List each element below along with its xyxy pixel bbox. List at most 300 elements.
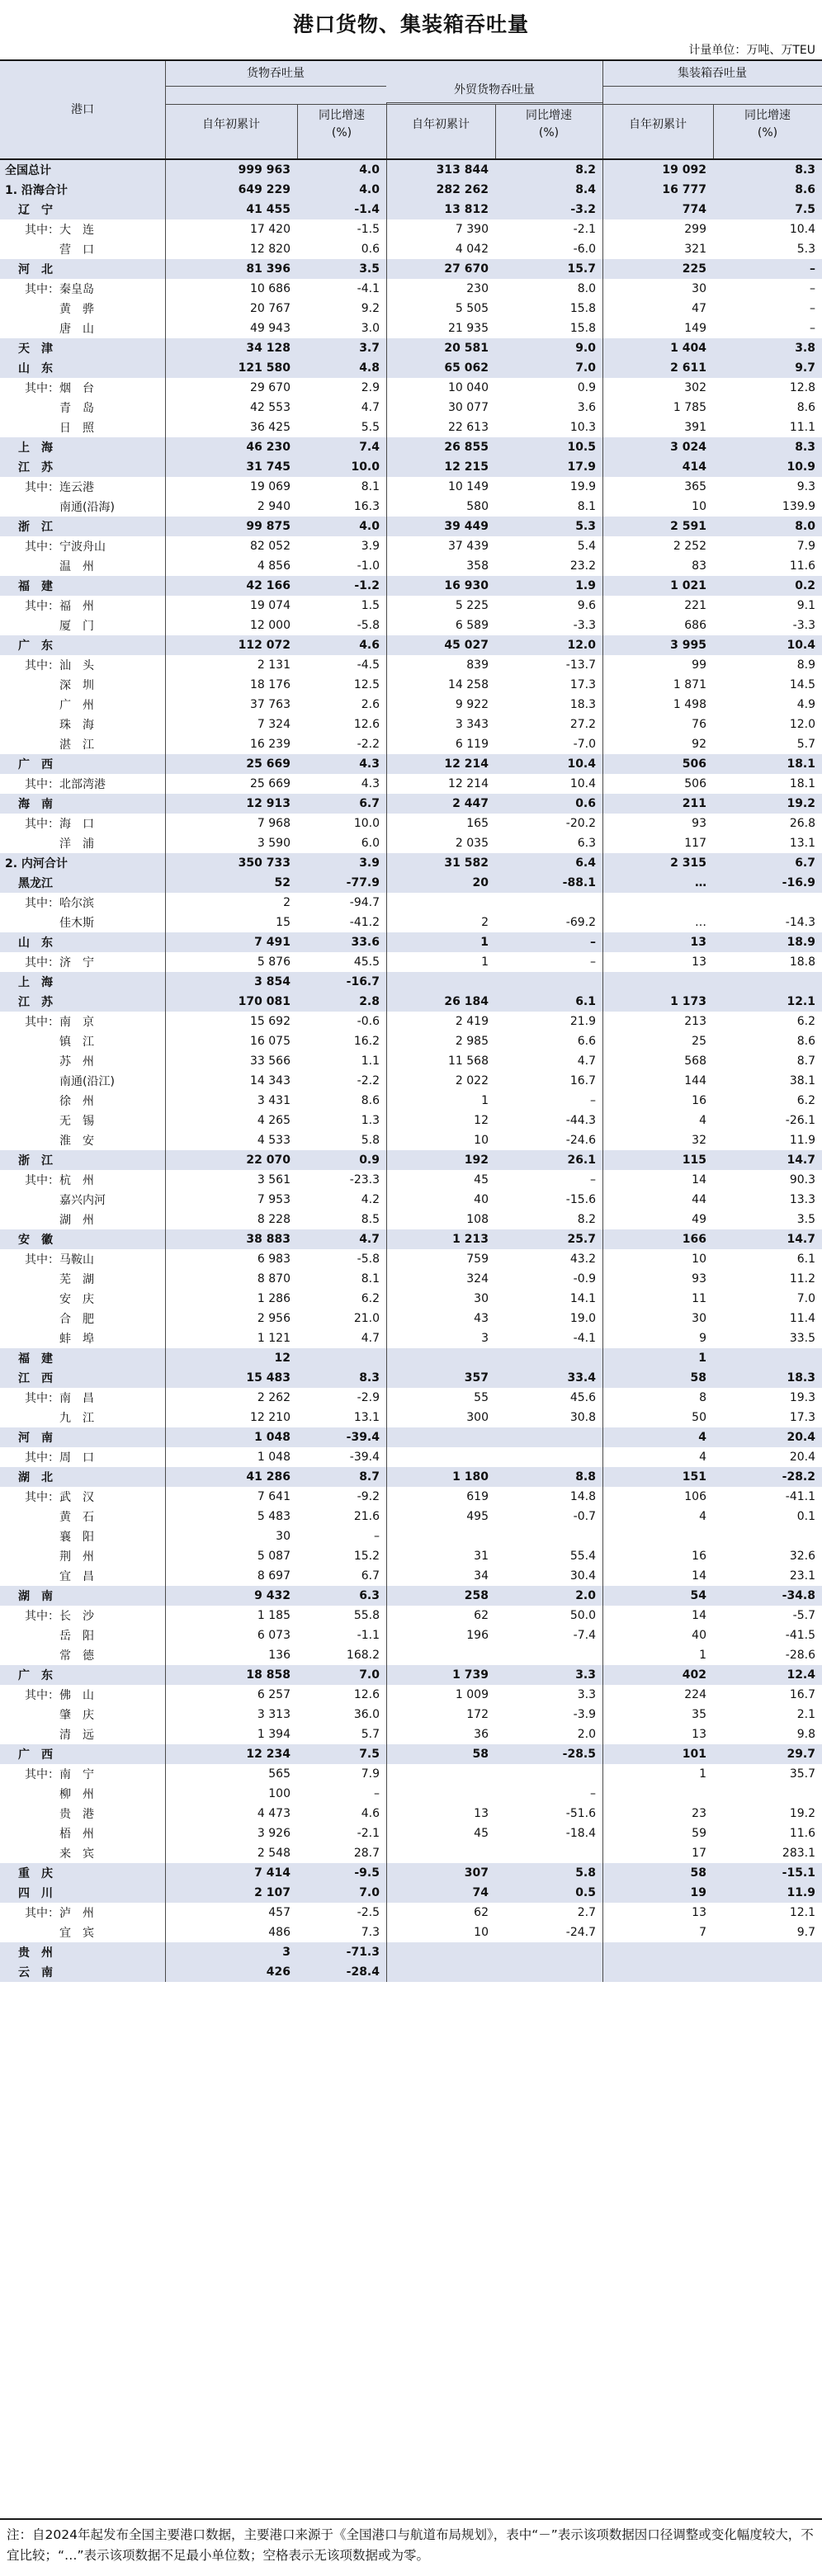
row-port-name: 山 东 [18,937,53,950]
cell-cargo-yoy: 15.2 [353,1550,380,1563]
cell-container-yoy: -41.5 [785,1629,815,1642]
row-port-name: 淮 安 [25,1135,94,1148]
table-row [0,1526,822,1546]
cell-cargo-ytd: 565 [268,1767,291,1781]
cell-container-yoy: 11.6 [789,559,815,573]
cell-cargo-ytd: 3 [282,1946,291,1959]
table-row [0,1269,822,1289]
cell-container-yoy: 17.3 [789,1411,815,1424]
cell-foreign-yoy: -2.1 [573,223,596,236]
footnote: 注：自2024年起发布全国主要港口数据，主要港口来源于《全国港口与航道布局规划》，表中“－”表示该项数据因口径调整或变化幅度较大，不宜比较；“…”表示该项数据不足最小单位数；空格表示无该项数据或为零。 [0,2518,822,2566]
cell-foreign-yoy: -51.6 [565,1807,596,1820]
cell-cargo-yoy: 6.7 [361,1569,380,1583]
cell-container-yoy: 9.3 [796,480,815,493]
row-port-name: 其中：泸 州 [25,1907,94,1920]
table-row [0,1724,822,1744]
row-port-name: 广 西 [18,1748,53,1762]
cell-container-ytd: 99 [692,658,706,672]
row-port-name: 南通(沿江) [25,1075,115,1088]
cell-cargo-yoy: -4.5 [357,658,380,672]
table-row [0,299,822,318]
table-row [0,1210,822,1229]
cell-foreign-yoy: 3.3 [575,1668,596,1682]
cell-foreign-ytd: 31 582 [444,856,489,870]
cell-foreign-ytd: 839 [466,658,489,672]
cell-foreign-ytd: 36 [474,1728,489,1741]
cell-foreign-yoy: 45.6 [569,1391,596,1404]
cell-cargo-ytd: 1 394 [257,1728,291,1741]
cell-cargo-ytd: 7 953 [257,1193,291,1206]
row-port-name: 其中：福 州 [25,600,94,613]
cell-container-ytd: 92 [692,738,706,751]
cell-foreign-yoy: 15.7 [567,262,596,276]
cell-cargo-ytd: 82 052 [250,540,291,553]
cell-cargo-ytd: 42 166 [246,579,291,592]
cell-foreign-ytd: 357 [464,1371,489,1385]
cell-container-yoy: 18.9 [787,936,815,949]
row-port-name: 合 肥 [25,1313,94,1326]
cell-container-ytd: 19 [690,1886,706,1899]
cell-cargo-yoy: 55.8 [353,1609,380,1622]
table-row [0,992,822,1012]
table-row [0,853,822,873]
cell-foreign-ytd: 1 180 [452,1470,489,1484]
cell-foreign-ytd: 2 [481,916,489,929]
cell-foreign-yoy: 1.9 [575,579,596,592]
cell-container-ytd: 299 [684,223,706,236]
cell-container-yoy: 4.9 [796,698,815,711]
cell-container-ytd: 2 315 [670,856,706,870]
cell-cargo-ytd: 38 883 [246,1233,291,1246]
cell-container-ytd: 13 [692,1906,706,1919]
table-row [0,932,822,952]
row-port-name: 其中：南 京 [25,1016,94,1029]
cell-foreign-yoy: -0.7 [573,1510,596,1523]
table-row [0,239,822,259]
cell-foreign-ytd: 62 [474,1906,489,1919]
cell-cargo-yoy: 6.3 [359,1589,380,1602]
cell-container-ytd: 225 [682,262,706,276]
cell-foreign-yoy: 8.8 [575,1470,596,1484]
cell-foreign-ytd: 2 419 [455,1015,489,1028]
table-row [0,952,822,972]
cell-container-yoy: 12.1 [787,995,815,1008]
cell-foreign-yoy: 14.8 [569,1490,596,1503]
cell-foreign-yoy: 5.3 [575,520,596,533]
cell-cargo-yoy: 8.7 [359,1470,380,1484]
row-port-name: 其中：宁波舟山 [25,540,106,554]
row-port-name: 深 圳 [25,679,94,692]
cell-container-ytd: 1 [698,1352,706,1365]
cell-cargo-ytd: 15 483 [246,1371,291,1385]
cell-cargo-ytd: 6 257 [257,1688,291,1701]
cell-foreign-yoy: – [590,936,596,949]
cell-foreign-yoy: 3.6 [577,401,596,414]
row-port-name: 贵 州 [18,1946,53,1960]
cell-cargo-yoy: 4.7 [359,1233,380,1246]
cell-foreign-ytd: 2 035 [455,837,489,850]
cell-foreign-yoy: 17.9 [567,460,596,474]
cell-foreign-yoy: -24.7 [565,1926,596,1939]
cell-cargo-yoy: 4.0 [359,183,380,196]
table-row [0,1487,822,1507]
cell-foreign-ytd: 2 985 [455,1035,489,1048]
cell-cargo-ytd: 22 070 [246,1154,291,1167]
header-container-yoy: 同比增速(%) [744,109,791,139]
row-port-name: 其中：秦皇岛 [25,283,94,296]
cell-container-ytd: 2 591 [670,520,706,533]
cell-foreign-yoy: -3.2 [570,203,596,216]
cell-container-yoy: 11.9 [787,1886,815,1899]
table-row [0,437,822,457]
cell-container-yoy: 11.1 [789,421,815,434]
cell-foreign-yoy: 33.4 [567,1371,596,1385]
cell-container-ytd: 14 [692,1569,706,1583]
table-row [0,1507,822,1526]
cell-container-ytd: 11 [692,1292,706,1305]
cell-cargo-ytd: 12 210 [250,1411,291,1424]
row-port-name: 其中：哈尔滨 [25,897,94,910]
cell-container-yoy: 19.3 [789,1391,815,1404]
cell-foreign-ytd: 5 505 [455,302,489,315]
cell-container-ytd: 365 [684,480,706,493]
cell-container-ytd: 1 871 [673,678,706,691]
table-row [0,457,822,477]
table-row [0,1784,822,1804]
cell-cargo-yoy: 6.7 [359,797,380,810]
cell-foreign-yoy: 6.3 [577,837,596,850]
table-row [0,833,822,853]
row-port-name: 山 东 [18,362,53,375]
table-row [0,200,822,219]
cell-container-yoy: 10.4 [787,639,815,652]
cell-container-ytd: 9 [699,1332,706,1345]
cell-container-ytd: 3 995 [670,639,706,652]
cell-cargo-ytd: 8 870 [257,1272,291,1286]
cell-foreign-ytd: 65 062 [444,361,489,375]
cell-foreign-ytd: 313 844 [436,163,489,177]
cell-foreign-ytd: 14 258 [448,678,489,691]
cell-container-ytd: 13 [692,1728,706,1741]
row-port-name: 海 南 [18,798,53,811]
row-port-name: 广 东 [18,639,53,653]
cell-cargo-yoy: -4.1 [357,282,380,295]
cell-foreign-yoy: -3.3 [573,619,596,632]
cell-foreign-yoy: -69.2 [565,916,596,929]
row-port-name: 其中：大 连 [25,224,94,237]
table-row [0,1249,822,1269]
cell-container-yoy: 18.1 [787,757,815,771]
row-port-name: 辽 宁 [18,204,53,217]
cell-container-yoy: 0.2 [795,579,815,592]
row-port-name: 芜 湖 [25,1273,94,1286]
cell-container-yoy: 11.2 [789,1272,815,1286]
cell-foreign-ytd: 1 [480,936,489,949]
cell-container-ytd: 4 [699,1114,706,1127]
cell-foreign-ytd: 580 [466,500,489,513]
table-row [0,635,822,655]
cell-container-yoy: -16.9 [782,876,815,889]
cell-container-yoy: 19.2 [789,1807,815,1820]
cell-cargo-yoy: 1.5 [361,599,380,612]
cell-foreign-yoy: 10.3 [569,421,596,434]
cell-cargo-yoy: -1.1 [357,1629,380,1642]
cell-container-yoy: – [810,262,815,276]
cell-container-yoy: 8.6 [796,1035,815,1048]
cell-foreign-yoy: 12.0 [567,639,596,652]
row-port-name: 其中：长 沙 [25,1610,94,1623]
row-port-name: 宜 昌 [25,1570,94,1583]
cell-foreign-yoy: 8.0 [577,282,596,295]
cell-foreign-yoy: 18.3 [569,698,596,711]
cell-foreign-yoy: 25.7 [567,1233,596,1246]
cell-cargo-ytd: 3 590 [257,837,291,850]
cell-cargo-ytd: 1 048 [257,1451,291,1464]
cell-foreign-yoy: 6.4 [575,856,596,870]
cell-cargo-yoy: 1.1 [361,1054,380,1068]
table-row [0,160,822,180]
cell-container-yoy: – [810,302,815,315]
cell-foreign-yoy: -4.1 [573,1332,596,1345]
cell-container-yoy: 9.7 [795,361,815,375]
cell-cargo-ytd: 3 926 [257,1827,291,1840]
cell-foreign-yoy: 19.0 [569,1312,596,1325]
table-row [0,1447,822,1467]
table-body [0,160,822,1982]
cell-foreign-ytd: 358 [466,559,489,573]
cell-foreign-ytd: 30 077 [448,401,489,414]
cell-container-ytd: 774 [682,203,706,216]
cell-foreign-yoy: – [590,1787,596,1800]
cell-container-yoy: 8.9 [796,658,815,672]
table-row [0,675,822,695]
cell-container-ytd: 16 777 [662,183,706,196]
cell-container-yoy: 8.6 [795,183,815,196]
cell-cargo-ytd: 19 074 [250,599,291,612]
cell-cargo-ytd: 7 491 [254,936,291,949]
cell-cargo-ytd: 5 876 [257,955,291,969]
cell-foreign-ytd: 324 [466,1272,489,1286]
table-row [0,1091,822,1111]
cell-cargo-yoy: -2.9 [357,1391,380,1404]
cell-cargo-yoy: 3.0 [361,322,380,335]
cell-foreign-yoy: 0.5 [575,1886,596,1899]
cell-container-ytd: 93 [692,817,706,830]
cell-foreign-ytd: 27 670 [444,262,489,276]
table-row [0,655,822,675]
cell-foreign-yoy: 15.8 [569,302,596,315]
cell-foreign-yoy: -3.9 [573,1708,596,1721]
cell-container-ytd: 16 [692,1550,706,1563]
cell-cargo-ytd: 36 425 [250,421,291,434]
row-port-name: 九 江 [25,1412,94,1425]
cell-container-ytd: 221 [684,599,706,612]
cell-container-yoy: 26.8 [789,817,815,830]
cell-cargo-ytd: 6 983 [257,1253,291,1266]
table-row [0,1625,822,1645]
cell-foreign-yoy: 26.1 [567,1154,596,1167]
cell-cargo-yoy: 12.6 [353,718,380,731]
unit-label: 计量单位：万吨、万TEU [688,44,815,57]
cell-container-ytd: 58 [690,1866,706,1880]
cell-cargo-yoy: -2.2 [357,738,380,751]
header-cargo-ytd: 自年初累计 [202,117,260,131]
cell-foreign-ytd: 165 [466,817,489,830]
cell-foreign-yoy: 21.9 [569,1015,596,1028]
cell-cargo-yoy: 3.9 [361,540,380,553]
cell-cargo-ytd: 7 414 [254,1866,291,1880]
cell-container-ytd: 224 [684,1688,706,1701]
cell-cargo-ytd: 12 820 [250,243,291,256]
row-port-name: 日 照 [25,422,94,435]
cell-cargo-yoy: 4.2 [361,1193,380,1206]
cell-cargo-ytd: 3 854 [254,975,291,988]
table-row [0,1606,822,1625]
cell-container-yoy: 5.3 [796,243,815,256]
cell-cargo-ytd: 49 943 [250,322,291,335]
cell-container-ytd: 402 [682,1668,706,1682]
cell-cargo-ytd: 7 324 [257,718,291,731]
table-row [0,556,822,576]
cell-cargo-ytd: 1 048 [254,1431,291,1444]
cell-container-yoy: 19.2 [787,797,815,810]
cell-container-yoy: -14.3 [785,916,815,929]
cell-container-ytd: 93 [692,1272,706,1286]
cell-container-ytd: 1 785 [673,401,706,414]
cell-cargo-ytd: 46 230 [246,441,291,454]
header-foreign-group: 外贸货物吞吐量 [454,83,535,97]
cell-container-ytd: 10 [692,500,706,513]
cell-foreign-yoy: 7.0 [575,361,596,375]
table-row [0,715,822,734]
row-port-name: 四 川 [18,1887,53,1900]
table-row [0,1744,822,1764]
cell-foreign-ytd: 39 449 [444,520,489,533]
row-port-name: 其中：烟 台 [25,382,94,395]
cell-container-yoy: 7.9 [796,540,815,553]
cell-foreign-yoy: 4.7 [577,1054,596,1068]
cell-container-yoy: -34.8 [782,1589,815,1602]
cell-container-yoy: 38.1 [789,1074,815,1087]
row-port-name: 福 建 [18,580,53,593]
row-port-name: 无 锡 [25,1115,94,1128]
table-row [0,1546,822,1566]
table-row [0,972,822,992]
cell-foreign-yoy: -13.7 [565,658,596,672]
cell-container-ytd: 7 [699,1926,706,1939]
cell-cargo-ytd: 16 239 [250,738,291,751]
cell-cargo-ytd: 18 176 [250,678,291,691]
cell-foreign-ytd: 43 [474,1312,489,1325]
table-row [0,1051,822,1071]
cell-foreign-ytd: 13 [474,1807,489,1820]
cell-container-yoy: 3.8 [795,342,815,355]
cell-container-yoy: 8.3 [795,441,815,454]
cell-foreign-ytd: 21 935 [448,322,489,335]
cell-container-ytd: 25 [692,1035,706,1048]
cell-foreign-yoy: 9.0 [575,342,596,355]
cell-foreign-ytd: 10 149 [448,480,489,493]
table-row [0,1566,822,1586]
row-port-name: 其中：佛 山 [25,1689,94,1702]
cell-cargo-ytd: 15 692 [250,1015,291,1028]
cell-cargo-yoy: 0.9 [359,1154,380,1167]
row-port-name: 嘉兴内河 [25,1194,106,1207]
cell-foreign-ytd: 58 [472,1748,489,1761]
cell-cargo-yoy: 9.2 [361,302,380,315]
table-row [0,754,822,774]
row-port-name: 梧 州 [25,1828,94,1841]
cell-cargo-yoy: 7.0 [359,1886,380,1899]
cell-container-yoy: 18.8 [789,955,815,969]
cell-cargo-ytd: 2 262 [257,1391,291,1404]
cell-container-ytd: 506 [682,757,706,771]
row-port-name: 福 建 [18,1352,53,1366]
cell-cargo-yoy: 8.6 [361,1094,380,1107]
table-row [0,596,822,616]
cell-foreign-yoy: 16.7 [569,1074,596,1087]
cell-foreign-yoy: 55.4 [569,1550,596,1563]
cell-container-ytd: … [695,916,706,929]
cell-container-yoy: 12.1 [789,1906,815,1919]
header-cargo-group: 货物吞吐量 [247,66,305,80]
row-port-name: 江 苏 [18,461,53,474]
cell-cargo-yoy: 10.0 [353,817,380,830]
cell-container-yoy: 7.0 [796,1292,815,1305]
data-table [0,59,822,1982]
cell-cargo-ytd: 2 [283,896,291,909]
cell-cargo-yoy: 8.3 [359,1371,380,1385]
cell-container-yoy: 90.3 [789,1173,815,1187]
cell-cargo-yoy: 1.3 [361,1114,380,1127]
cell-cargo-yoy: -5.8 [357,1253,380,1266]
cell-container-ytd: 106 [684,1490,706,1503]
row-port-name: 厦 门 [25,620,94,633]
cell-foreign-ytd: 13 812 [444,203,489,216]
cell-foreign-ytd: 2 447 [452,797,489,810]
table-row [0,338,822,358]
row-port-name: 其中：连云港 [25,481,94,494]
cell-foreign-yoy: -15.6 [565,1193,596,1206]
cell-container-ytd: 13 [692,955,706,969]
table-row [0,1665,822,1685]
cell-cargo-yoy: 4.0 [359,520,380,533]
cell-container-yoy: 14.7 [787,1154,815,1167]
cell-container-yoy: 6.7 [795,856,815,870]
cell-foreign-yoy: 6.1 [575,995,596,1008]
cell-container-yoy: 12.0 [789,718,815,731]
cell-foreign-yoy: -7.4 [573,1629,596,1642]
table-row [0,1962,822,1982]
cell-cargo-yoy: 2.9 [361,381,380,394]
cell-foreign-ytd: 7 390 [455,223,489,236]
cell-foreign-ytd: 9 922 [455,698,489,711]
cell-cargo-ytd: 4 265 [257,1114,291,1127]
cell-cargo-yoy: -28.4 [346,1965,380,1979]
cell-container-ytd: 10 [692,1253,706,1266]
cell-container-yoy: 10.4 [789,223,815,236]
row-port-name: 荆 州 [25,1550,94,1564]
row-port-name: 湛 江 [25,738,94,752]
row-port-name: 浙 江 [18,1154,53,1168]
cell-container-yoy: 11.4 [789,1312,815,1325]
table-row [0,1012,822,1031]
cell-container-ytd: 101 [682,1748,706,1761]
cell-foreign-ytd: 300 [466,1411,489,1424]
cell-foreign-yoy: 10.4 [569,777,596,790]
row-port-name: 浙 江 [18,521,53,534]
cell-cargo-ytd: 20 767 [250,302,291,315]
